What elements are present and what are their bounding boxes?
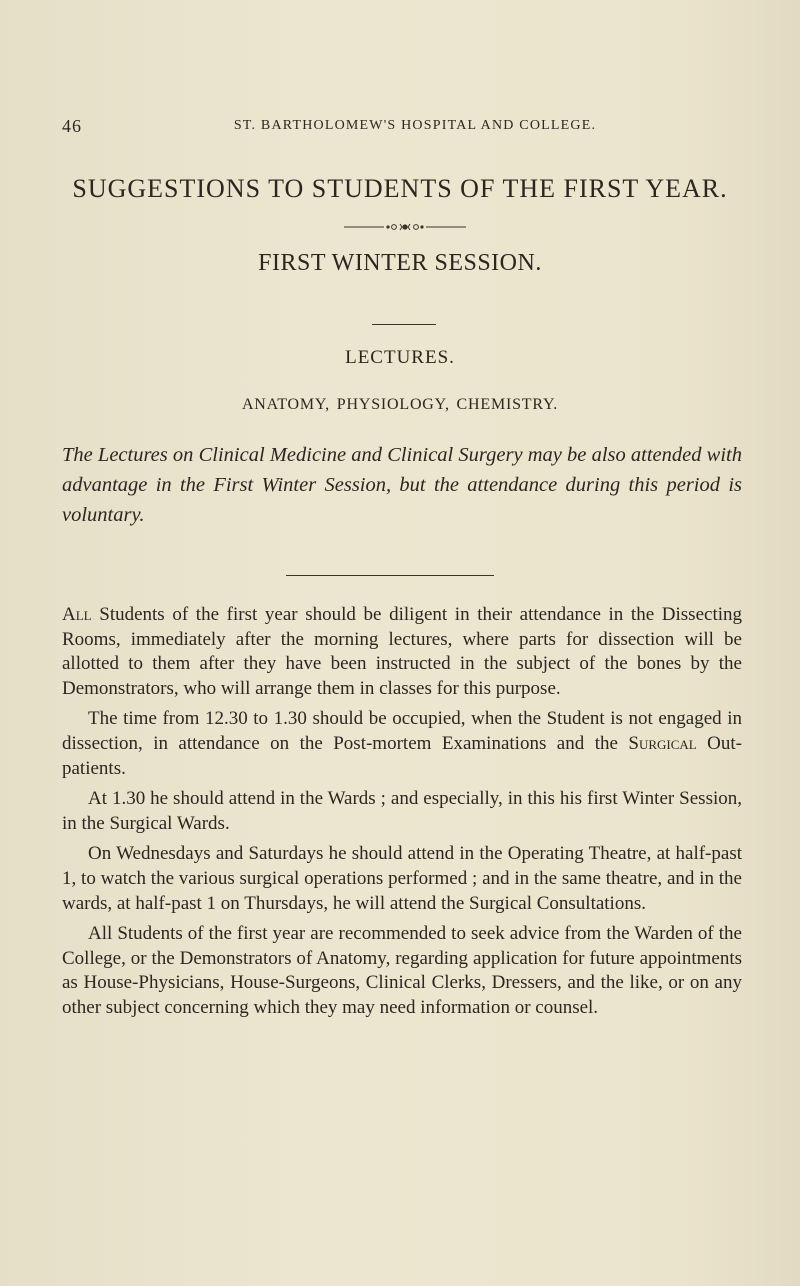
paragraph-post-mortem (62, 707, 742, 781)
paragraph-dissecting-rooms (62, 603, 742, 701)
paragraph-wards: At 1.30 he should attend in the Wards ; and especially, in this his first Winter Session, in the Surgical Wards. (62, 788, 742, 834)
paragraph-text: Out-patients. (62, 732, 743, 779)
paragraph-smallcaps-word: Surgical (628, 732, 697, 754)
lecture-subjects: ANATOMY, PHYSIOLOGY, CHEMISTRY. (241, 396, 559, 413)
page-number: 46 (62, 116, 82, 136)
paragraph-text: Students of the first year should be diligent in their attendance in the Dissecting Rooms, immediately after the morning lectures, where parts for dissection will be allotted to them after they have been instructed in the subject of the bones by the Demonstrators, who will arrange them in classes for this purpose. (62, 604, 742, 699)
short-rule-divider (372, 324, 436, 325)
lectures-heading: LECTURES. (345, 347, 455, 368)
long-rule-divider (286, 575, 494, 576)
lectures-note: The Lectures on Clinical Medicine and Clinical Surgery may be also attended with advantage in the First Winter Session, but the attendance during this period is voluntary. (62, 444, 742, 526)
page-header (62, 116, 742, 138)
page-title: SUGGESTIONS TO STUDENTS OF THE FIRST YEAR. (72, 174, 728, 203)
paragraph-text: The time from 12.30 to 1.30 should be occupied, when the Student is not engaged in dissection, in attendance on the Post-mortem Examinations and the (62, 708, 742, 754)
paragraph-advice: All Students of the first year are recommended to seek advice from the Warden of the College, or the Demonstrators of Anatomy, regarding application for future appointments as House-Physicians, House-Surgeons, Clinical Clerks, Dressers, and the like, or on any other subject concerning which they may need information or counsel. (62, 923, 742, 1018)
section-title: FIRST WINTER SESSION. (258, 250, 542, 276)
paragraph-operating-theatre: On Wednesdays and Saturdays he should attend in the Operating Theatre, at half-past 1, to watch the various surgical operations performed ; and in the same theatre, and in the wards, at half-past 1 on Thursdays, he will attend the Surgical Consultations. (62, 843, 742, 914)
body-text (62, 603, 742, 1027)
paragraph-lead-word: All (62, 604, 92, 625)
running-head: ST. BARTHOLOMEW'S HOSPITAL AND COLLEGE. (233, 118, 597, 133)
ornament-divider-icon (344, 222, 466, 232)
